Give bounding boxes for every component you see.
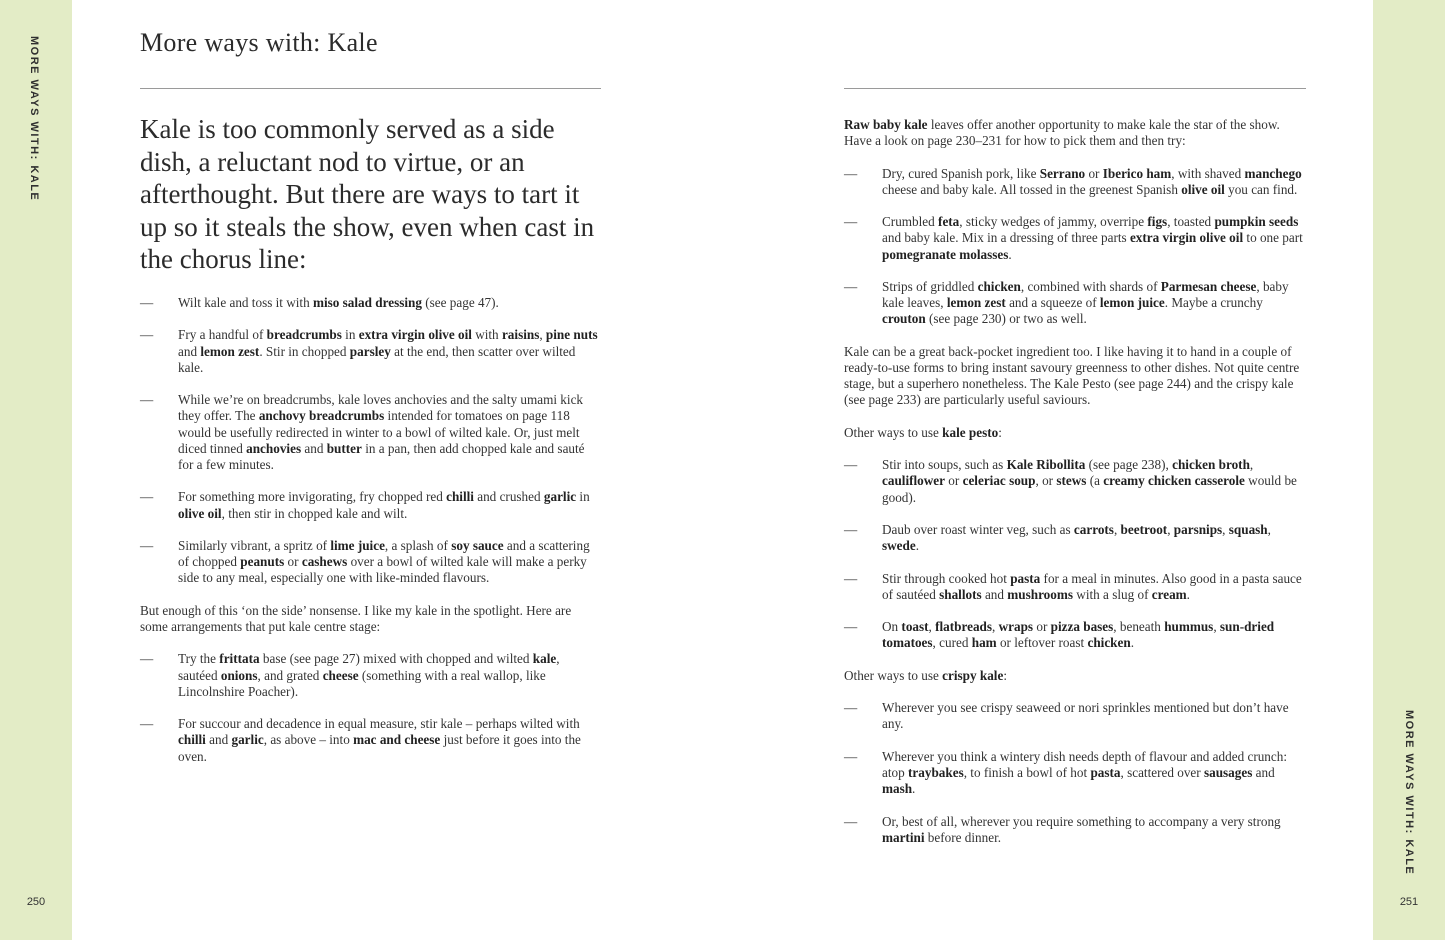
ingredient-term: Raw baby kale bbox=[844, 117, 928, 132]
ingredient-term: pizza bases bbox=[1050, 619, 1114, 635]
ingredient-term: butter bbox=[326, 440, 362, 456]
ingredient-term: stews bbox=[1056, 473, 1087, 489]
dash-marker: — bbox=[140, 716, 154, 732]
text-run: base (see page 27) mixed with chopped and wilted bbox=[259, 651, 533, 667]
right-body-column bbox=[844, 117, 1306, 862]
text-run: , bbox=[539, 327, 546, 343]
text-run: (see page 238), bbox=[1085, 457, 1173, 473]
text-run: . Stir in chopped bbox=[259, 343, 350, 359]
ingredient-term: Iberico ham bbox=[1102, 165, 1172, 181]
dash-marker: — bbox=[844, 619, 858, 635]
ingredient-term: garlic bbox=[231, 732, 264, 748]
ingredient-term: cauliflower bbox=[882, 473, 945, 489]
text-run: , bbox=[928, 619, 936, 635]
text-run: with a slug of bbox=[1073, 586, 1152, 602]
text-run: , sticky wedges of jammy, overripe bbox=[959, 214, 1148, 230]
ingredient-term: chicken bbox=[1087, 635, 1131, 651]
ingredient-term: pomegranate molasses bbox=[882, 246, 1009, 262]
text-run: Wilt kale and toss it with bbox=[178, 295, 313, 310]
text-run: or bbox=[1085, 165, 1103, 181]
dash-marker: — bbox=[844, 165, 858, 181]
text-run: , baby kale leaves, bbox=[882, 278, 1289, 311]
ingredient-term: martini bbox=[882, 829, 925, 845]
dash-marker: — bbox=[844, 278, 858, 294]
text-run: , bbox=[1213, 619, 1220, 635]
text-run: , and grated bbox=[257, 667, 323, 683]
spotlight-list bbox=[140, 651, 602, 764]
ingredient-term: cheese bbox=[322, 667, 359, 683]
ingredient-term: celeriac soup bbox=[962, 473, 1036, 489]
ingredient-term: lemon zest bbox=[946, 295, 1006, 311]
dash-marker: — bbox=[140, 295, 154, 310]
back-pocket-paragraph: Kale can be a great back-pocket ingredient too. I like having it to hand in a couple of ready-to-use forms to bring instant savoury greenness to other dishes. Not quite centre stage, but a superhero nonetheless. The Kale Pesto (see page 244) and the crispy kale (see page 233) are particularly useful saviours. bbox=[844, 343, 1300, 408]
text-run: leaves offer another opportunity to make kale the star of the show. Have a look on page 230–231 for how to pick them and then try: bbox=[844, 117, 1280, 149]
text-run: in bbox=[576, 489, 590, 505]
text-run: , bbox=[1222, 521, 1229, 537]
ingredient-term: manchego bbox=[1244, 165, 1302, 181]
ingredient-term: onions bbox=[220, 667, 258, 683]
text-run: (something with a real wallop, like Lincolnshire Poacher). bbox=[178, 667, 546, 699]
right-page-number: 251 bbox=[1399, 896, 1419, 908]
list-item bbox=[140, 327, 602, 376]
text-run: just before it goes into the oven. bbox=[178, 732, 581, 764]
text-run: : bbox=[998, 424, 1002, 440]
dash-marker: — bbox=[140, 392, 154, 408]
text-run: . bbox=[915, 538, 919, 554]
text-run: you can find. bbox=[1224, 181, 1298, 197]
text-run: , bbox=[1249, 457, 1254, 473]
list-item bbox=[844, 166, 1306, 198]
ingredient-term: soy sauce bbox=[451, 537, 504, 553]
ingredient-term: chicken bbox=[977, 278, 1021, 294]
text-run: For something more invigorating, fry chopped red bbox=[178, 489, 447, 505]
text-run: over a bowl of wilted kale will make a perky side to any meal, especially one with like-minded flavours. bbox=[178, 554, 587, 586]
text-run: Similarly vibrant, a spritz of bbox=[178, 537, 331, 553]
ingredient-term: chilli bbox=[178, 732, 206, 748]
dash-marker: — bbox=[140, 651, 154, 667]
text-run: and bbox=[178, 343, 201, 359]
intro-paragraph: Kale is too commonly served as a side dish, a reluctant nod to virtue, or an afterthought. But there are ways to tart it up so it steals the show, even when cast in the chorus line: bbox=[140, 114, 595, 274]
dash-marker: — bbox=[844, 748, 858, 764]
text-run: , as above – into bbox=[263, 732, 354, 748]
text-run: , a splash of bbox=[384, 537, 452, 553]
text-run: (see page 230) or two as well. bbox=[925, 311, 1087, 327]
ingredient-term: kale pesto bbox=[942, 424, 999, 440]
ingredient-term: swede bbox=[882, 538, 916, 554]
raw-kale-intro bbox=[844, 117, 1306, 149]
text-run: , bbox=[1167, 521, 1174, 537]
list-item bbox=[844, 214, 1306, 263]
text-run: , then stir in chopped kale and wilt. bbox=[221, 505, 408, 521]
ingredient-term: feta bbox=[938, 214, 960, 230]
text-run: cheese and baby kale. All tossed in the greenest Spanish bbox=[882, 181, 1182, 197]
text-run: While we’re on breadcrumbs, kale loves anchovies and the salty umami kick they offer. The bbox=[178, 392, 584, 424]
ingredient-term: carrots bbox=[1073, 521, 1114, 537]
ingredient-term: crouton bbox=[882, 311, 926, 327]
list-item bbox=[140, 392, 602, 473]
right-title-rule bbox=[844, 88, 1306, 89]
text-run: Fry a handful of bbox=[178, 327, 267, 343]
ingredient-term: sun-dried tomatoes bbox=[882, 619, 1275, 651]
text-run: . bbox=[1186, 586, 1190, 602]
list-item bbox=[140, 538, 602, 587]
left-section-label: MORE WAYS WITH: KALE bbox=[28, 36, 40, 202]
list-item bbox=[844, 814, 1306, 846]
ingredient-term: pasta bbox=[1090, 764, 1121, 780]
left-page-number: 250 bbox=[26, 896, 46, 908]
text-run: , toasted bbox=[1167, 214, 1215, 230]
text-run: , cured bbox=[932, 635, 972, 651]
text-run: Wherever you see crispy seaweed or nori sprinkles mentioned but don’t have any. bbox=[882, 700, 1289, 732]
ingredient-term: lime juice bbox=[330, 537, 385, 553]
ingredient-term: anchovy breadcrumbs bbox=[258, 408, 385, 424]
ingredient-term: creamy chicken casserole bbox=[1103, 473, 1245, 489]
text-run: Strips of griddled bbox=[882, 278, 978, 294]
ingredient-term: sausages bbox=[1203, 764, 1253, 780]
ingredient-term: pumpkin seeds bbox=[1214, 214, 1299, 230]
text-run: Other ways to use bbox=[844, 424, 943, 440]
text-run: and bbox=[1252, 764, 1275, 780]
text-run: , bbox=[1113, 521, 1121, 537]
text-run: before dinner. bbox=[924, 829, 1002, 845]
dash-marker: — bbox=[844, 813, 858, 829]
ingredient-term: traybakes bbox=[908, 764, 964, 780]
ingredient-term: cream bbox=[1151, 586, 1187, 602]
text-run: Stir through cooked hot bbox=[882, 570, 1011, 586]
spotlight-intro: But enough of this ‘on the side’ nonsense. I like my kale in the spotlight. Here are some arrangements that put kale centre stage: bbox=[140, 602, 572, 634]
dash-marker: — bbox=[140, 327, 154, 343]
ingredient-term: squash bbox=[1228, 521, 1268, 537]
text-run: Other ways to use bbox=[844, 667, 943, 683]
text-run: Daub over roast winter veg, such as bbox=[882, 521, 1074, 537]
ingredient-term: Serrano bbox=[1039, 165, 1086, 181]
text-run: in a pan, then add chopped kale and sauté for a few minutes. bbox=[178, 440, 585, 472]
text-run: or bbox=[945, 473, 963, 489]
text-run: and bbox=[205, 732, 232, 748]
text-run: , bbox=[1267, 521, 1271, 537]
list-item bbox=[844, 279, 1306, 328]
text-run: , scattered over bbox=[1120, 764, 1204, 780]
ingredient-term: extra virgin olive oil bbox=[358, 327, 472, 343]
ingredient-term: mac and cheese bbox=[353, 732, 441, 748]
text-run: , combined with shards of bbox=[1020, 278, 1161, 294]
ingredient-term: hummus bbox=[1164, 619, 1214, 635]
list-item bbox=[140, 716, 602, 765]
dash-marker: — bbox=[844, 214, 858, 230]
ingredient-term: crispy kale bbox=[942, 667, 1004, 683]
list-item bbox=[844, 457, 1306, 506]
ingredient-term: chicken broth bbox=[1172, 457, 1250, 473]
ingredient-term: figs bbox=[1147, 214, 1168, 230]
ingredient-term: olive oil bbox=[1181, 181, 1225, 197]
ingredient-term: lemon zest bbox=[200, 343, 260, 359]
right-side-tab bbox=[1373, 0, 1445, 940]
text-run: in bbox=[341, 327, 359, 343]
list-item bbox=[140, 489, 602, 521]
ingredient-term: peanuts bbox=[240, 554, 285, 570]
text-run: , beneath bbox=[1113, 619, 1165, 635]
text-run: . Maybe a crunchy bbox=[1164, 295, 1263, 311]
text-run: or bbox=[284, 554, 302, 570]
list-item bbox=[140, 295, 602, 311]
text-run: . bbox=[1008, 246, 1012, 262]
ingredient-term: kale bbox=[532, 651, 557, 667]
ingredient-term: frittata bbox=[219, 651, 260, 667]
list-item bbox=[844, 749, 1306, 798]
text-run: at the end, then scatter over wilted kale. bbox=[178, 343, 576, 375]
ingredient-term: mushrooms bbox=[1007, 586, 1073, 602]
ingredient-term: ham bbox=[971, 635, 997, 651]
text-run: to one part bbox=[1243, 230, 1303, 246]
text-run: , sautéed bbox=[178, 651, 560, 683]
pesto-intro bbox=[844, 425, 1306, 441]
crispy-list bbox=[844, 700, 1306, 846]
text-run: Stir into soups, such as bbox=[882, 457, 1007, 473]
ingredient-term: wraps bbox=[998, 619, 1034, 635]
text-run: For succour and decadence in equal measure, stir kale – perhaps wilted with bbox=[178, 716, 580, 732]
ingredient-term: garlic bbox=[543, 489, 577, 505]
text-run: and crushed bbox=[473, 489, 544, 505]
ingredient-term: parsley bbox=[349, 343, 391, 359]
text-run: Dry, cured Spanish pork, like bbox=[882, 165, 1040, 181]
list-item bbox=[844, 700, 1306, 732]
ingredient-term: raisins bbox=[501, 327, 540, 343]
text-run: for a meal in minutes. Also good in a pasta sauce of sautéed bbox=[882, 570, 1302, 602]
text-run: and a scattering of chopped bbox=[178, 537, 590, 570]
text-run: or leftover roast bbox=[996, 635, 1088, 651]
list-item bbox=[844, 619, 1306, 651]
text-run: and bbox=[301, 440, 327, 456]
text-run: Crumbled bbox=[882, 214, 939, 230]
ingredient-term: mash bbox=[882, 781, 913, 797]
text-run: and a squeeze of bbox=[1005, 295, 1100, 311]
text-run: (a bbox=[1086, 473, 1104, 489]
text-run: : bbox=[1003, 667, 1008, 683]
dash-marker: — bbox=[844, 570, 858, 586]
text-run: , bbox=[992, 619, 999, 635]
ingredient-term: cashews bbox=[301, 554, 348, 570]
raw-kale-list bbox=[844, 166, 1306, 328]
text-run: and bbox=[981, 586, 1008, 602]
text-run: intended for tomatoes on page 118 would be usefully redirected in winter to a bowl of wilted kale. Or, just melt diced tinned bbox=[178, 408, 580, 456]
dash-marker: — bbox=[844, 457, 858, 473]
right-section-label: MORE WAYS WITH: KALE bbox=[1403, 710, 1415, 876]
text-run: , or bbox=[1035, 473, 1057, 489]
text-run: . bbox=[1130, 635, 1134, 651]
ingredient-term: flatbreads bbox=[935, 619, 993, 635]
ingredient-term: beetroot bbox=[1120, 521, 1168, 537]
dash-marker: — bbox=[844, 700, 858, 716]
list-item bbox=[140, 651, 602, 700]
text-run: and baby kale. Mix in a dressing of three parts bbox=[882, 230, 1130, 246]
left-body-column bbox=[140, 295, 602, 781]
ingredient-term: extra virgin olive oil bbox=[1129, 230, 1244, 246]
ingredient-term: pasta bbox=[1010, 570, 1041, 586]
dash-marker: — bbox=[140, 537, 154, 553]
text-run: , with shaved bbox=[1171, 165, 1245, 181]
dash-marker: — bbox=[844, 521, 858, 537]
page-title: More ways with: Kale bbox=[140, 28, 378, 57]
ingredient-term: anchovies bbox=[246, 440, 302, 456]
text-run: Wherever you think a wintery dish needs depth of flavour and added crunch: atop bbox=[882, 748, 1288, 780]
list-item bbox=[844, 522, 1306, 554]
pesto-list bbox=[844, 457, 1306, 651]
text-run: . bbox=[912, 781, 916, 797]
ingredient-term: toast bbox=[901, 619, 929, 635]
text-run: or bbox=[1033, 619, 1051, 635]
ingredient-term: Kale Ribollita bbox=[1006, 457, 1086, 473]
text-run: (see page 47). bbox=[421, 295, 499, 310]
text-run: with bbox=[471, 327, 502, 343]
left-title-rule bbox=[140, 88, 601, 89]
ingredient-term: Parmesan cheese bbox=[1160, 278, 1257, 294]
text-run: Try the bbox=[178, 651, 220, 667]
text-run: Or, best of all, wherever you require something to accompany a very strong bbox=[882, 813, 1281, 829]
ingredient-term: parsnips bbox=[1173, 521, 1223, 537]
ingredient-term: miso salad dressing bbox=[313, 295, 422, 310]
crispy-intro bbox=[844, 668, 1306, 684]
ingredient-term: lemon juice bbox=[1099, 295, 1165, 311]
ingredient-term: olive oil bbox=[178, 505, 222, 521]
dash-marker: — bbox=[140, 489, 154, 505]
left-side-tab bbox=[0, 0, 72, 940]
text-run: On bbox=[882, 619, 902, 635]
text-run: , to finish a bowl of hot bbox=[963, 764, 1091, 780]
ingredient-term: breadcrumbs bbox=[266, 327, 342, 343]
ingredient-term: pine nuts bbox=[545, 327, 598, 343]
ingredient-term: chilli bbox=[446, 489, 474, 505]
ingredient-term: shallots bbox=[939, 586, 982, 602]
side-dish-list bbox=[140, 295, 602, 587]
list-item bbox=[844, 571, 1306, 603]
text-run: would be good). bbox=[882, 473, 1297, 505]
